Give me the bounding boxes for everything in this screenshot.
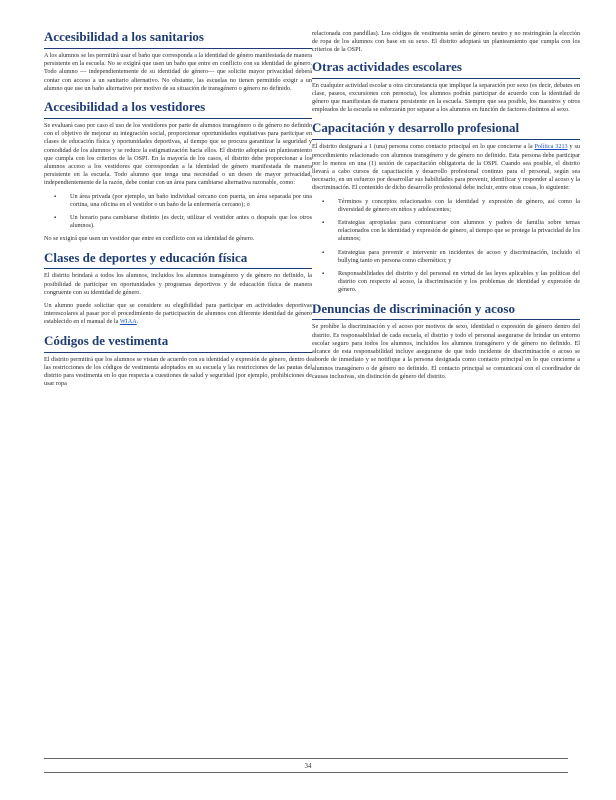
policy-link[interactable]: Política 3213 (534, 143, 568, 151)
paragraph-text: y su procedimiento relacionado con alumnos transgénero y de género no definido. Esta persona debe participar por lo menos en una (1) sesión de capacitación obligatoria de la OSPI. Cuando sea posible, el distrito llevará a cabo cursos de capacitación y desarrollo profesional continuo para el personal, según sea necesario, en un esfuerzo por desarrollar sus habilidades para prevenir, identificar y responder al acoso y la discriminación. El contenido de dicho desarrollo profesional debe incluir, entre otras cosas, lo siguiente: (312, 143, 581, 192)
paragraph-text: . (136, 318, 139, 326)
list-item: ▪ Un área privada (por ejemplo, un baño individual cercano con puerta, un área separada por una cortina, una oficina en el vestidor o un baño de la enfermería cercano); o (70, 193, 312, 209)
footer-rule-bottom (44, 772, 568, 773)
paragraph (312, 143, 580, 192)
paragraph: Se evaluará caso por caso el uso de los vestidores por parte de alumnos transgénero o de género no definido con el objetivo de mejorar su integración social, proporcionar oportunidades equitativas para participar en clases de educación física y oportunidades deportivas, al tiempo que se procura garantizar la seguridad y comodidad de los alumnos y se reduce la estigmatización hacia ellos. El distrito adoptará un planteamiento que cumpla con los criterios de la OSPI. En la mayoría de los casos, el distrito debe proporcionar a los alumnos acceso a los vestidores que correspondan a la identidad de género manifestada de manera persistente en la escuela. Todo alumno que tenga una necesidad o un deseo de mayor privacidad, independientemente de la razón, debe contar con un área para cambiarse alternativa razonable, como: (44, 121, 312, 187)
section-heading: Clases de deportes y educación física (44, 251, 312, 270)
section-other-activities (312, 60, 580, 115)
paragraph: En cualquier actividad escolar u otra circunstancia que implique la separación por sexo (es decir, debates en clase, paseos, excursiones con pernocta), los alumnos podrán participar de acuerdo con la identidad de género que manifiestan de manera persistente en la escuela. Siempre que sea posible, los maestros y otros empleados de la escuela se esforzarán por separar a los alumnos en función de factores distintos al sexo. (312, 81, 580, 114)
paragraph-text: El distrito designará a 1 (una) persona como contacto principal en lo que concierne a la (312, 143, 535, 151)
list-item: ▪ Estrategias apropiadas para comunicarse con alumnos y padres de familia sobre temas relacionados con la identidad y expresión de género, al tiempo que se protege la privacidad de los alumnos; (338, 219, 580, 244)
paragraph-text: Un alumno puede solicitar que se considere su elegibilidad para participar en actividades deportivas interescolares al pasar por el procedimiento de participación de alumnos con diferente identidad de género establecido en el manual de la (44, 302, 312, 326)
paragraph: Se prohíbe la discriminación y el acoso por motivos de sexo, identidad o expresión de género dentro del distrito. Es responsabilidad de cada escuela, el distrito y todo el personal asegurarse de brindar un entorno escolar seguro para todos los alumnos, incluidos los alumnos transgénero y de género no definido. El alcance de esta responsabilidad incluye asegurarse de que todo incidente de discriminación o acoso se aborde de inmediato y se notifique a la persona designada como contacto principal en lo que concierne a alumnos transgénero o de género no definido. El contacto principal se comunicará con el coordinador de causas inclusivas, sin distinción de género del distrito. (312, 323, 580, 380)
section-heading: Denuncias de discriminación y acoso (312, 302, 580, 321)
right-column (312, 30, 580, 388)
list-item: ▪ Estrategias para prevenir e intervenir en incidentes de acoso y discriminación, incluido el bullying tanto en persona como cibernético; y (338, 249, 580, 265)
page-number: 34 (304, 762, 312, 770)
list-item: ▪ Un horario para cambiarse distinto (es decir, utilizar el vestidor antes o después que los otros alumnos). (70, 214, 312, 230)
section-heading: Accesibilidad a los vestidores (44, 100, 312, 119)
paragraph: A los alumnos se les permitirá usar el baño que corresponda a la identidad de género manifestada de manera persistente en la escuela. No se exigirá que usen un baño que entre en conflicto con su identidad de género. Todo alumno — independientemente de su identidad de género— que solicite mayor privacidad deberá contar con acceso a un sanitario alternativo. No obstante, las escuelas no tienen permitido exigir a un alumno que use un baño alternativo por motivo de su situación de transgénero o género no definido. (44, 51, 312, 92)
footer-rule-top (44, 758, 568, 759)
section-dress-codes (44, 334, 312, 389)
wiaa-link[interactable]: WIAA (119, 318, 137, 326)
bullet-list (44, 193, 312, 231)
section-sports-pe (44, 251, 312, 327)
paragraph-continued: relacionada con pandillas). Los códigos de vestimenta serán de género neutro y no restringirán la elección de ropa de los alumnos con base en su sexo. El distrito adoptará un planteamiento que cumpla con los criterios de la OSPI. (312, 30, 580, 54)
section-heading: Accesibilidad a los sanitarios (44, 30, 312, 49)
section-training (312, 121, 580, 294)
section-heading: Capacitación y desarrollo profesional (312, 121, 580, 140)
bullet-list (312, 198, 580, 295)
section-heading: Otras actividades escolares (312, 60, 580, 79)
section-complaints (312, 302, 580, 381)
section-heading: Códigos de vestimenta (44, 334, 312, 353)
list-item: ▪ Responsabilidades del distrito y del personal en virtud de las leyes aplicables y las políticas del distrito con respecto al acoso, la discriminación y los problemas de identidad y expresión de género. (338, 270, 580, 295)
section-restroom-access (44, 30, 312, 93)
list-item: ▪ Términos y conceptos relacionados con la identidad y expresión de género, así como la diversidad de género en niños y adolescentes; (338, 198, 580, 214)
section-locker-room-access (44, 100, 312, 244)
left-column (44, 30, 312, 395)
paragraph (44, 302, 312, 327)
paragraph: No se exigirá que usen un vestidor que entre en conflicto con su identidad de género. (44, 235, 255, 243)
paragraph: El distrito brindará a todos los alumnos, incluidos los alumnos transgénero y de género no definido, la posibilidad de participar en oportunidades y programas deportivos y de educación física de manera congruente con su identidad de género. (44, 272, 312, 296)
paragraph: El distrito permitirá que los alumnos se vistan de acuerdo con su identidad y expresión de género, dentro de las restricciones de los códigos de vestimenta adoptados en su escuela y las restricciones de las pautas del distrito para vestimenta en lo que respecta a cuestiones de salud y seguridad (por ejemplo, prohibiciones de usar ropa (44, 355, 312, 388)
